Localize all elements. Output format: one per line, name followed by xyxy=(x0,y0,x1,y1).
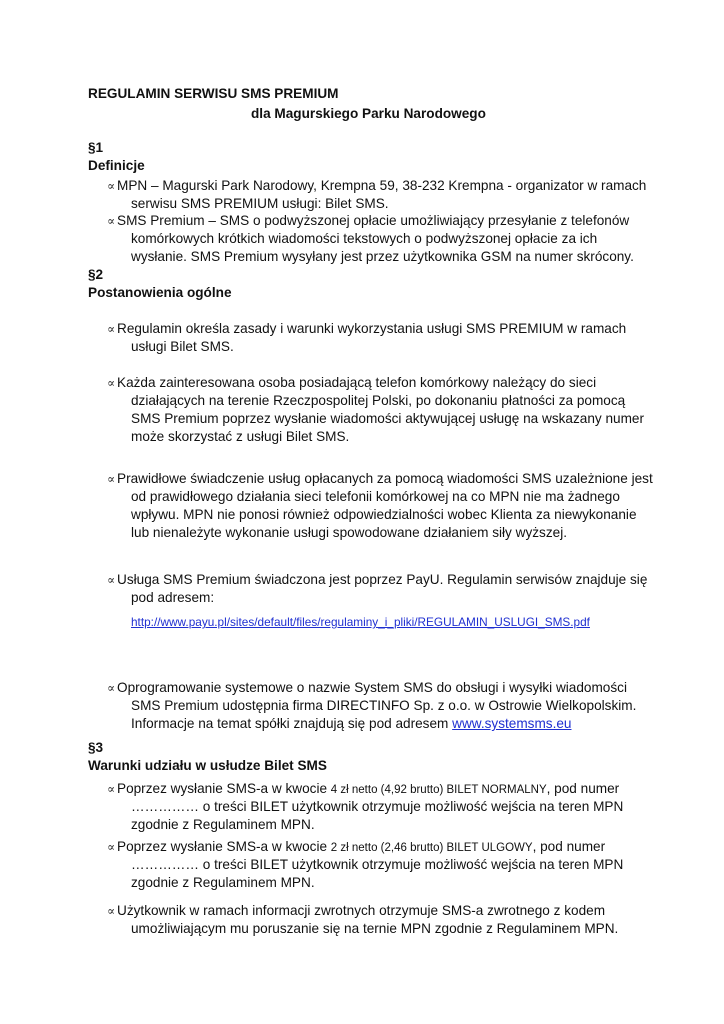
s2-item3-line4: lub nienależyte wykonanie usługi spowodowane działaniem siły wyższej. xyxy=(131,525,567,540)
s2-item3-line1: Prawidłowe świadczenie usług opłacanych za pomocą wiadomości SMS uzależnione jest xyxy=(117,471,653,486)
s1-item1-line2: serwisu SMS PREMIUM usługi: Bilet SMS. xyxy=(131,196,389,211)
s2-item2-line2: działających na terenie Rzeczpospolitej Polski, po dokonaniu płatności za pomocą xyxy=(131,393,626,408)
s1-item2-line1: SMS Premium – SMS o podwyższonej opłacie umożliwiający przesyłanie z telefonów xyxy=(117,213,630,228)
s2-item3-line3: wpływu. MPN nie ponosi również odpowiedzialności wobec Klienta za niewykonanie xyxy=(131,507,637,522)
s2-item4-line2: pod adresem: xyxy=(131,590,215,605)
bullet-icon: ∝ xyxy=(107,782,116,796)
s2-item3-line2: od prawidłowego działania sieci telefonii komórkowej na co MPN nie ma żadnego xyxy=(131,489,620,504)
bullet-icon: ∝ xyxy=(107,214,116,228)
bullet-icon: ∝ xyxy=(107,840,116,854)
s2-item2-line3: SMS Premium poprzez wysłanie wiadomości aktywującej usługę na wskazany numer xyxy=(131,411,644,426)
s2-item5-line3-text: Informacje na temat spółki znajdują się pod adresem xyxy=(131,716,453,731)
section-3-number: §3 xyxy=(88,740,104,755)
s3-item3-line2: umożliwiającym mu poruszanie się na ternie MPN zgodnie z Regulaminem MPN. xyxy=(131,921,619,936)
section-1-heading: Definicje xyxy=(88,158,145,173)
document-title: REGULAMIN SERWISU SMS PREMIUM xyxy=(88,86,339,101)
s1-item1-line1: MPN – Magurski Park Narodowy, Krempna 59, 38-232 Krempna - organizator w ramach xyxy=(117,178,647,193)
bullet-icon: ∝ xyxy=(107,472,116,486)
section-1-number: §1 xyxy=(88,140,104,155)
section-2-number: §2 xyxy=(88,267,104,282)
s3-item2-pre: Poprzez wysłanie SMS-a w kwocie xyxy=(117,839,331,854)
s3-item1-pre: Poprzez wysłanie SMS-a w kwocie xyxy=(117,781,331,796)
systemsms-link[interactable]: www.systemsms.eu xyxy=(452,716,572,731)
section-3-heading: Warunki udziału w usłudze Bilet SMS xyxy=(88,758,327,773)
document-subtitle: dla Magurskiego Parku Narodowego xyxy=(251,106,486,121)
s2-item1-line2: usługi Bilet SMS. xyxy=(131,339,234,354)
s3-item2-line1 xyxy=(117,838,605,857)
payu-regulations-link[interactable]: http://www.payu.pl/sites/default/files/regulaminy_i_pliki/REGULAMIN_USLUGI_SMS.pdf xyxy=(131,615,590,629)
bullet-icon: ∝ xyxy=(107,573,116,587)
s2-item5-line1: Oprogramowanie systemowe o nazwie System SMS do obsługi i wysyłki wiadomości xyxy=(117,680,627,695)
s2-item4-line1: Usługa SMS Premium świadczona jest poprzez PayU. Regulamin serwisów znajduje się xyxy=(117,572,648,587)
s3-item1-post: , pod numer xyxy=(546,781,620,796)
s3-item2-line3: zgodnie z Regulaminem MPN. xyxy=(131,875,315,890)
bullet-icon: ∝ xyxy=(107,179,116,193)
section-2-heading: Postanowienia ogólne xyxy=(88,285,232,300)
bullet-icon: ∝ xyxy=(107,681,116,695)
bullet-icon: ∝ xyxy=(107,322,116,336)
s3-item1-line3: zgodnie z Regulaminem MPN. xyxy=(131,817,315,832)
s2-item5-line3 xyxy=(131,715,571,733)
s3-item2-line2: …………… o treści BILET użytkownik otrzymuje możliwość wejścia na teren MPN xyxy=(131,857,624,872)
s1-item2-line2: komórkowych krótkich wiadomości tekstowych o podwyższonej opłacie za ich xyxy=(131,231,598,246)
s3-item1-line2: …………… o treści BILET użytkownik otrzymuje możliwość wejścia na teren MPN xyxy=(131,799,624,814)
s3-item1-price: 4 zł netto (4,92 brutto) BILET NORMALNY xyxy=(330,784,547,796)
bullet-icon: ∝ xyxy=(107,376,116,390)
bullet-icon: ∝ xyxy=(107,904,116,918)
s1-item2-line3: wysłanie. SMS Premium wysyłany jest przez użytkownika GSM na numer skrócony. xyxy=(131,249,634,264)
s2-item2-line1: Każda zainteresowana osoba posiadającą telefon komórkowy należący do sieci xyxy=(117,375,597,390)
s3-item2-price: 2 zł netto (2,46 brutto) BILET ULGOWY xyxy=(330,842,533,854)
s2-item1-line1: Regulamin określa zasady i warunki wykorzystania usługi SMS PREMIUM w ramach xyxy=(117,321,627,336)
s2-item5-line2: SMS Premium udostępnia firma DIRECTINFO Sp. z o.o. w Ostrowie Wielkopolskim. xyxy=(131,698,637,713)
s3-item2-post: , pod numer xyxy=(532,839,606,854)
s2-item2-line4: może skorzystać z usługi Bilet SMS. xyxy=(131,429,350,444)
s3-item3-line1: Użytkownik w ramach informacji zwrotnych otrzymuje SMS-a zwrotnego z kodem xyxy=(117,903,606,918)
s3-item1-line1 xyxy=(117,780,619,799)
